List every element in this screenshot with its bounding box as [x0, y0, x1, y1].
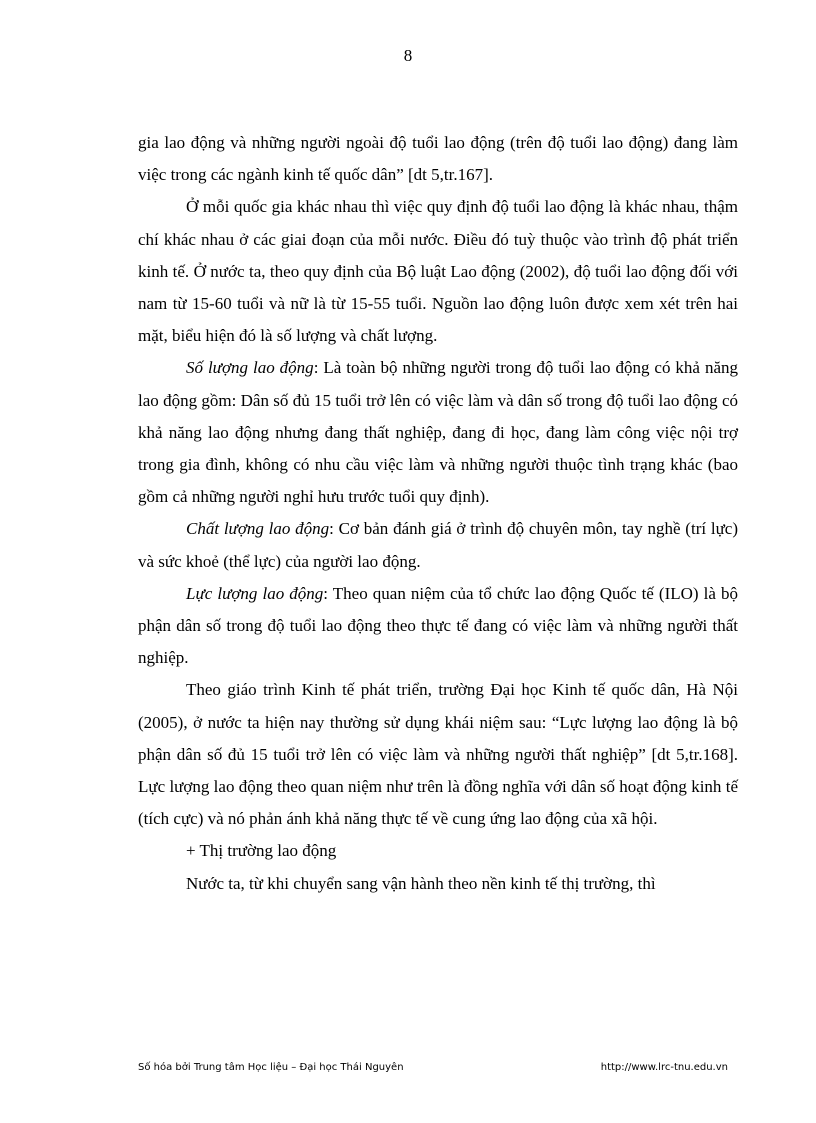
- section-heading-text: + Thị trường lao động: [186, 841, 337, 861]
- document-body: [138, 127, 738, 900]
- paragraph-1-text: gia lao động và những người ngoài độ tuổi lao động (trên độ tuổi lao động) đang làm việc trong các ngành kinh tế quốc dân” [dt 5,tr.167].: [138, 133, 738, 185]
- page-footer: [138, 1062, 728, 1073]
- term-so-luong-lao-dong: Số lượng lao động: [186, 358, 314, 378]
- section-heading-thi-truong-lao-dong: [138, 835, 738, 867]
- paragraph-8-text: Nước ta, từ khi chuyển sang vận hành theo nền kinh tế thị trường, thì: [186, 873, 656, 893]
- page-number: 8: [403, 46, 413, 65]
- term-luc-luong-lao-dong: Lực lượng lao động: [186, 583, 324, 603]
- paragraph-8: [138, 868, 738, 900]
- footer-source: Số hóa bởi Trung tâm Học liệu – Đại học Thái Nguyên: [138, 1062, 404, 1073]
- paragraph-3: [138, 352, 738, 513]
- paragraph-6-text: Theo giáo trình Kinh tế phát triển, trường Đại học Kinh tế quốc dân, Hà Nội (2005), ở nước ta hiện nay thường sử dụng khái niệm sau: “Lực lượng lao động là bộ phận dân số đủ 15 tuổi trở lên có việc làm và những người thất nghiệp” [dt 5,tr.168]. Lực lượng lao động theo quan niệm như trên là đồng nghĩa với dân số hoạt động kinh tế (tích cực) và nó phản ánh khả năng thực tế về cung ứng lao động của xã hội.: [138, 680, 738, 829]
- paragraph-2: [138, 191, 738, 352]
- paragraph-3-text: : Là toàn bộ những người trong độ tuổi lao động có khả năng lao động gồm: Dân số đủ 15 tuổi trở lên có việc làm và dân số trong độ tuổi lao động có khả năng lao động nhưng đang thất nghiệp, đang đi học, đang làm công việc nội trợ trong gia đình, không có nhu cầu việc làm và những người thuộc tình trạng khác (bao gồm cả những người nghỉ hưu trước tuổi quy định).: [138, 358, 738, 507]
- paragraph-5: [138, 578, 738, 675]
- term-chat-luong-lao-dong: Chất lượng lao động: [186, 519, 330, 539]
- paragraph-5-text: : Theo quan niệm của tổ chức lao động Quốc tế (ILO) là bộ phận dân số trong độ tuổi lao động theo thực tế đang có việc làm và những người thất nghiệp.: [138, 583, 738, 668]
- paragraph-4-text: : Cơ bản đánh giá ở trình độ chuyên môn, tay nghề (trí lực) và sức khoẻ (thể lực) của người lao động.: [138, 519, 738, 571]
- paragraph-6: [138, 674, 738, 835]
- footer-url: http://www.lrc-tnu.edu.vn: [600, 1062, 728, 1073]
- paragraph-4: [138, 513, 738, 577]
- paragraph-2-text: Ở mỗi quốc gia khác nhau thì việc quy định độ tuổi lao động là khác nhau, thậm chí khác nhau ở các giai đoạn của mỗi nước. Điều đó tuỳ thuộc vào trình độ phát triển kinh tế. Ở nước ta, theo quy định của Bộ luật Lao động (2002), độ tuổi lao động đối với nam từ 15-60 tuổi và nữ là từ 15-55 tuổi. Nguồn lao động luôn được xem xét trên hai mặt, biểu hiện đó là số lượng và chất lượng.: [138, 197, 738, 346]
- paragraph-1: [138, 127, 738, 191]
